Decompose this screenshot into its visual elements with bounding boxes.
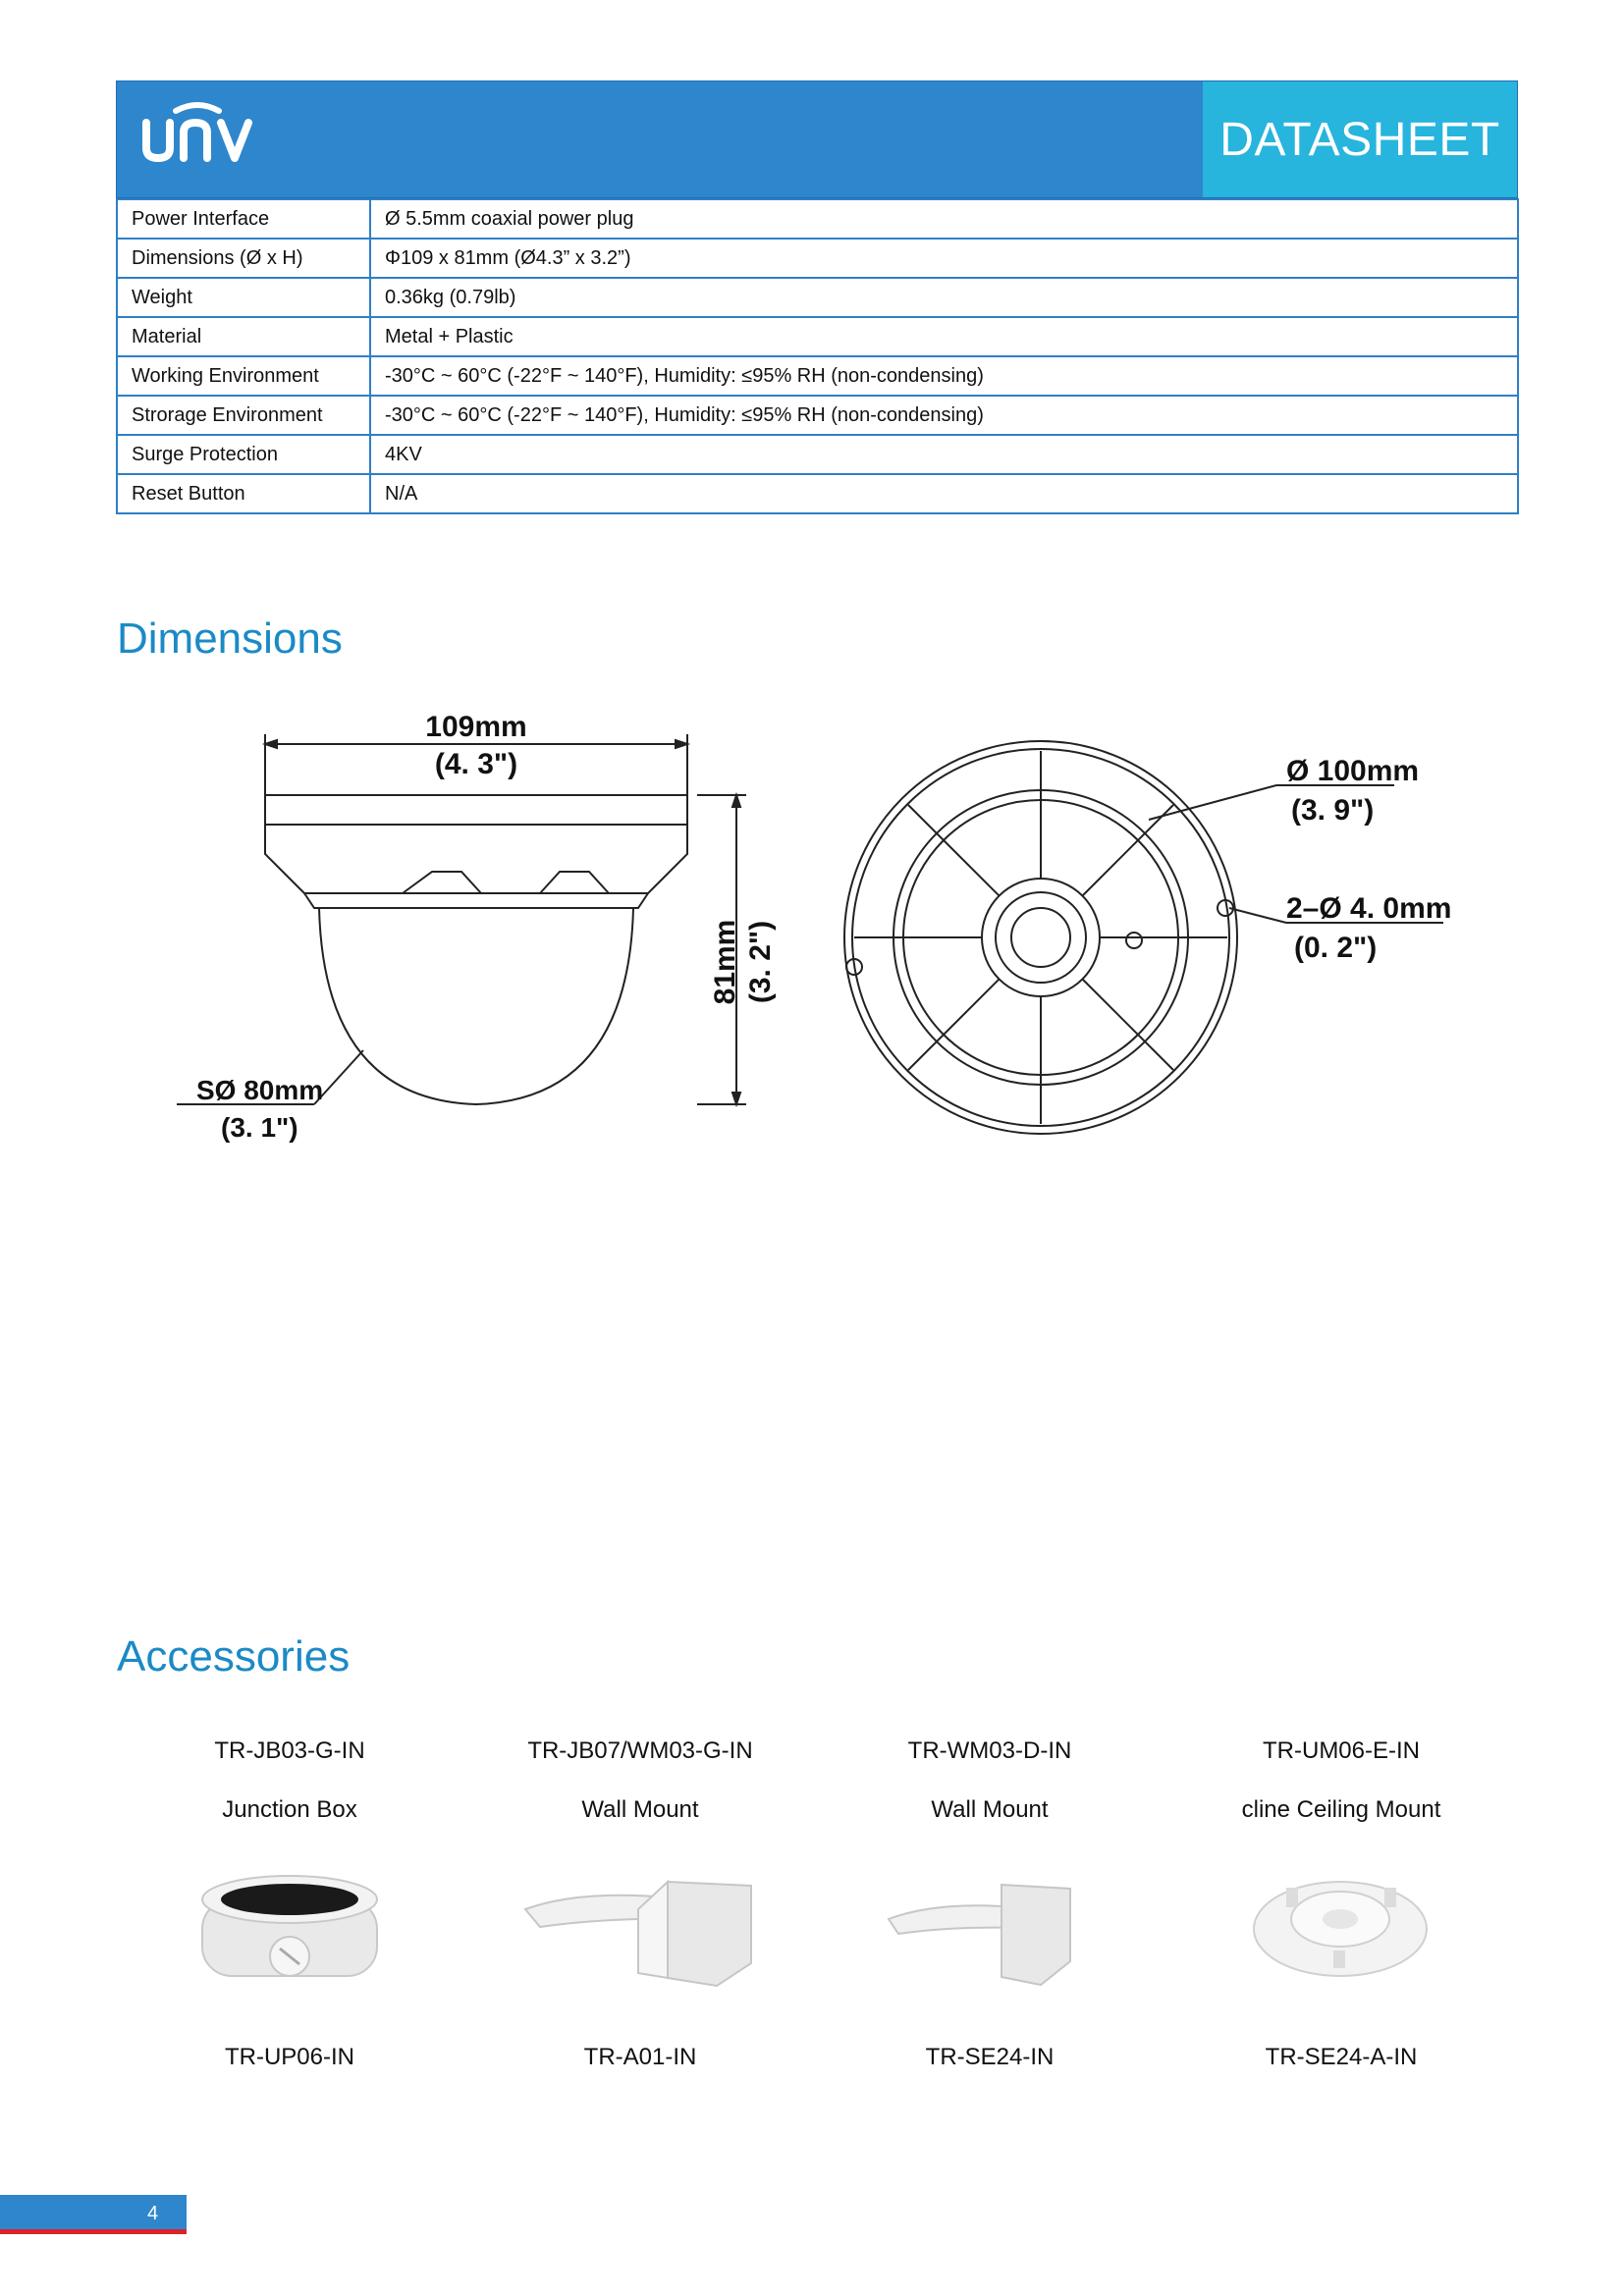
table-row [117,356,1518,396]
table-row [117,317,1518,356]
hole-mm-label: 2–Ø 4. 0mm [1286,892,1452,925]
table-row [117,239,1518,278]
spec-value: 0.36kg (0.79lb) [370,278,1518,317]
datasheet-badge: DATASHEET [1203,81,1517,197]
table-row [117,278,1518,317]
accessory-name: Junction Box [222,1796,357,1823]
spec-table [116,198,1519,514]
spec-label: Material [117,317,370,356]
spec-label: Strorage Environment [117,396,370,435]
height-mm-label: 81mm [709,919,741,1005]
spec-value: 4KV [370,435,1518,474]
accessory-adapter: TR-SE24-IN [925,2044,1055,2070]
accessory-name: Wall Mount [931,1796,1049,1823]
spec-value: Metal + Plastic [370,317,1518,356]
spec-label: Weight [117,278,370,317]
wall-mount-image [520,1870,766,1998]
unv-logo [138,101,256,170]
camera-top-view-drawing [825,717,1473,1158]
spec-value: N/A [370,474,1518,513]
spec-label: Power Interface [117,199,370,239]
camera-side-view-drawing [167,707,835,1158]
spec-label: Surge Protection [117,435,370,474]
spec-label: Working Environment [117,356,370,396]
accessory-model: TR-UM06-E-IN [1263,1737,1420,1764]
accessories-heading: Accessories [117,1632,351,1681]
accessory-name: Wall Mount [581,1796,699,1823]
spec-value: -30°C ~ 60°C (-22°F ~ 140°F), Humidity: ≤95% RH (non-condensing) [370,356,1518,396]
accessory-model: TR-WM03-D-IN [907,1737,1072,1764]
spec-value: Φ109 x 81mm (Ø4.3” x 3.2”) [370,239,1518,278]
accessory-model: TR-JB07/WM03-G-IN [527,1737,753,1764]
accessory-adapter: TR-A01-IN [583,2044,697,2070]
dimensions-heading: Dimensions [117,614,343,663]
accessory-adapter: TR-SE24-A-IN [1265,2044,1418,2070]
width-mm-label: 109mm [425,711,527,743]
table-row [117,199,1518,239]
ceiling-mount-image [1247,1860,1434,1988]
spec-label: Reset Button [117,474,370,513]
sphere-mm-label: SØ 80mm [196,1075,324,1105]
spec-value: -30°C ~ 60°C (-22°F ~ 140°F), Humidity: ≤95% RH (non-condensing) [370,396,1518,435]
sphere-in-label: (3. 1") [221,1112,298,1143]
table-row [117,396,1518,435]
width-in-label: (4. 3") [434,748,518,780]
accessory-model: TR-JB03-G-IN [214,1737,365,1764]
table-row [117,474,1518,513]
wall-mount-small-image [884,1875,1080,1998]
hole-in-label: (0. 2") [1294,932,1378,964]
spec-value: Ø 5.5mm coaxial power plug [370,199,1518,239]
diameter-in-label: (3. 9") [1291,794,1375,827]
table-row [117,435,1518,474]
datasheet-header [116,80,1518,198]
page-number: 4 [147,2203,159,2224]
spec-label: Dimensions (Ø x H) [117,239,370,278]
accessory-name: cline Ceiling Mount [1241,1796,1441,1823]
page-number-bar [0,2195,187,2234]
accessory-adapter: TR-UP06-IN [224,2044,354,2070]
diameter-mm-label: Ø 100mm [1286,755,1420,787]
height-in-label: (3. 2") [744,920,777,1004]
junction-box-image [196,1870,383,1998]
